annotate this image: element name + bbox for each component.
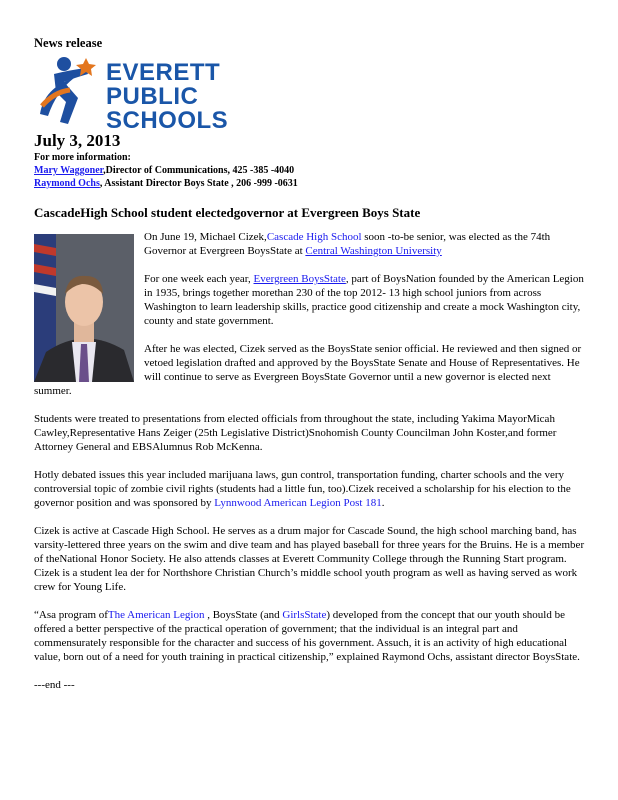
link-cascade-high-school[interactable]: Cascade High School	[266, 231, 362, 243]
more-info-label: For more information:	[34, 152, 131, 163]
link-evergreen-boysstate[interactable]: Evergreen BoysState	[253, 273, 346, 285]
contact-line: Raymond Ochs, Assistant Director Boys State , 206 -999 -0631	[34, 178, 298, 189]
end-marker: ---end ---	[34, 679, 75, 691]
article-body	[34, 230, 586, 692]
runner-logo-icon	[34, 52, 102, 128]
link-girlsstate[interactable]: GirlsState	[282, 609, 327, 621]
paragraph-5: Hotly debated issues this year included marijuana laws, gun control, transportation funding, charter schools and the very controversial topic of zombie civil rights (students had a little fun, too).Cizek received a scholarship for his election to the governor position and was sponsored by Lynnwood American Legion Post 181.	[34, 469, 571, 509]
paragraph-6: Cizek is active at Cascade High School. He serves as a drum major for Cascade Sound, the high school marching band, has varsity-lettered three years on the swim and dive team and has played baseball for three years for the Bruins. He is a member of theNational Honor Society. He also attends classes at Everett Community College through the Running Start program. Cizek is a student lea der for Northshore Christian Church’s middle school youth program as well as having served as work crew for Young Life.	[34, 525, 585, 593]
contact-link-raymond-ochs[interactable]: Raymond Ochs	[34, 178, 100, 189]
student-portrait-photo	[34, 234, 134, 382]
link-the-american-legion[interactable]: The American Legion	[107, 609, 205, 621]
link-lynnwood-american-legion[interactable]: Lynnwood American Legion Post 181	[214, 497, 382, 509]
contact-link-mary-waggoner[interactable]: Mary Waggoner	[34, 165, 104, 176]
district-logo	[34, 52, 586, 134]
paragraph-1: On June 19, Michael Cizek,Cascade High School soon -to-be senior, was elected as the 74th Governor at Evergreen BoysState at Central Washington University	[144, 231, 551, 257]
news-release-page	[34, 36, 586, 692]
release-date: July 3, 2013	[34, 131, 121, 150]
paragraph-3: After he was elected, Cizek served as the BoysState senior official. He reviewed and then signed or vetoed legislation drafted and approved by the BoysState Senate and House of Representatives. He will continue to serve as Evergreen BoysState Governor until a new governor is elected next summer.	[34, 343, 582, 397]
paragraph-4: Students were treated to presentations from elected officials from throughout the state, including Yakima MayorMicah Cawley,Representative Hans Zeiger (25th Legislative District)Snohomish County Councilman John Koster,and former Attorney General and EBSAlumnus Rob McKenna.	[34, 413, 557, 453]
link-central-washington-university[interactable]: Central Washington University	[305, 245, 442, 257]
paragraph-7: “Asa program ofThe American Legion , BoysState (and GirlsState) developed from the concept that our youth should be offered a better perspective of the practical operation of government; that the individual is an integral part and commensurately responsible for the character and success of his government. Assuch, it is an activity of high educational value, born out of a need for youth training in practical citizenship,” explained Raymond Ochs, assistant director BoysState.	[34, 609, 580, 663]
logo-wordmark: EVERETT PUBLIC SCHOOLS	[106, 59, 229, 134]
article-title: CascadeHigh School student electedgovernor at Evergreen Boys State	[34, 205, 421, 220]
contact-line: Mary Waggoner,Director of Communications, 425 -385 -4040	[34, 165, 295, 176]
paragraph-2: For one week each year, Evergreen BoysState, part of BoysNation founded by the American Legion in 1935, brings together morethan 230 of the top 2012- 13 high school juniors from across Washington to learn leadership skills, practice good citizenship and create a mock Washington city, county and state government.	[144, 273, 584, 327]
news-release-label: News release	[34, 36, 103, 50]
